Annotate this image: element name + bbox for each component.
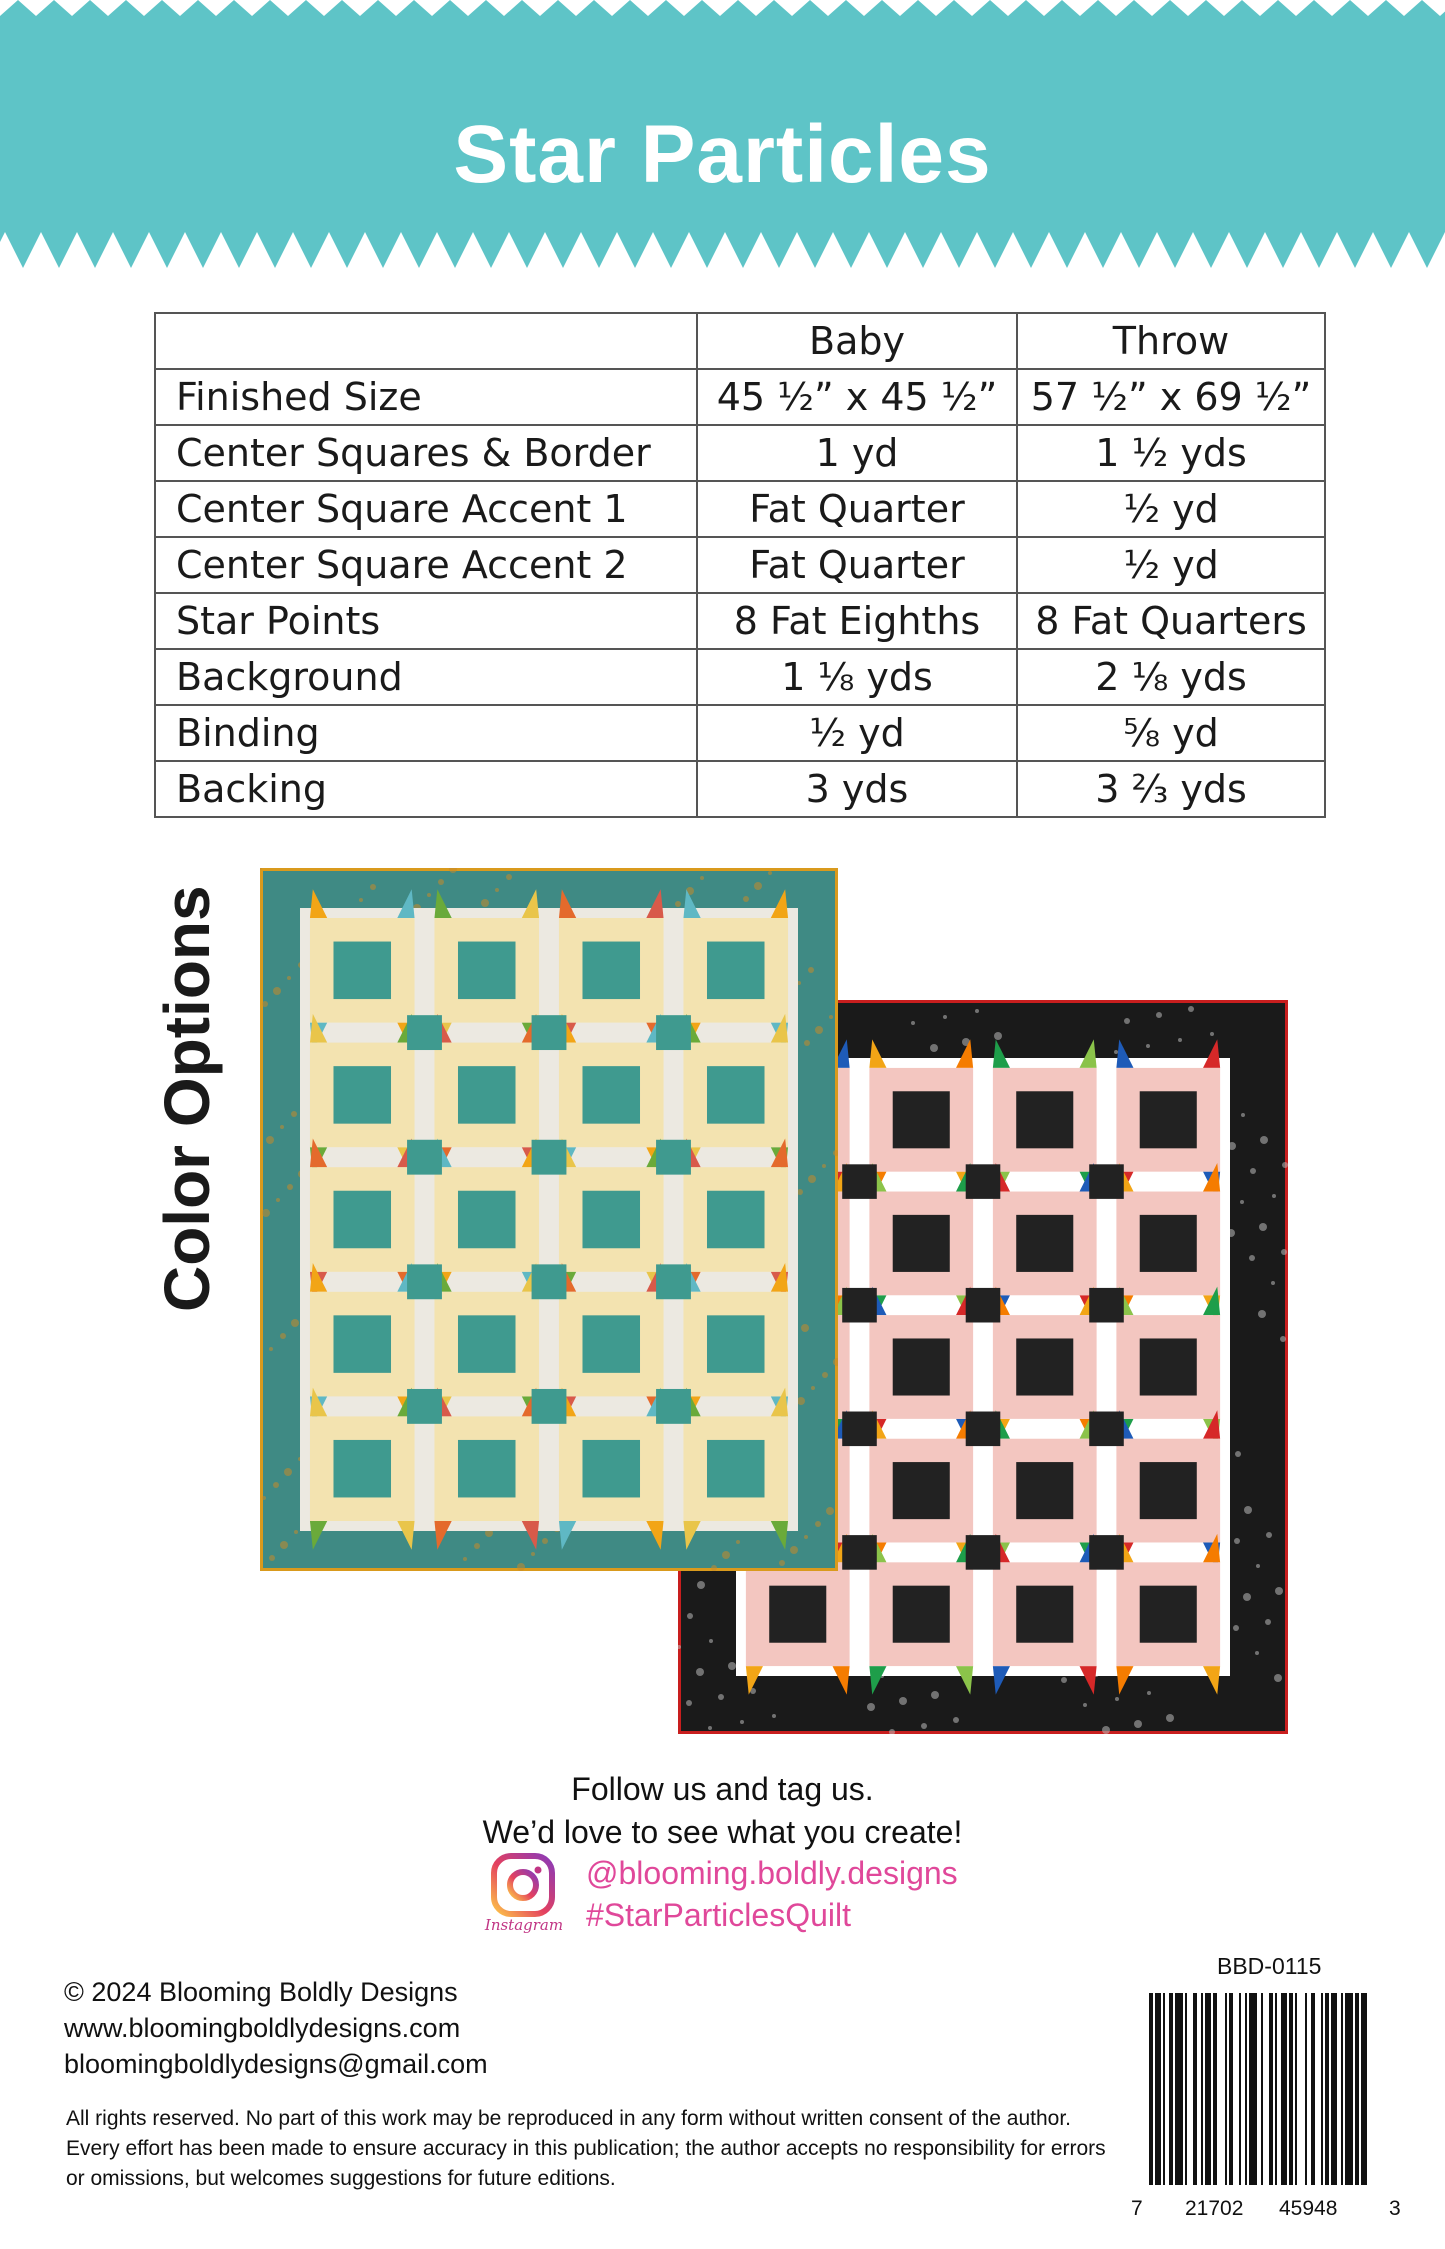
follow-section [0,1768,1445,1854]
table-header-baby: Baby [697,313,1017,369]
page-title: Star Particles [453,109,992,200]
barcode-digit: 7 [1131,2197,1143,2220]
hashtag-link[interactable]: #StarParticlesQuilt [586,1897,851,1933]
table-row [155,761,1325,817]
sku-code: BBD-0115 [1217,1953,1322,1979]
throw-value: ⅝ yd [1017,705,1325,761]
row-label: Center Squares & Border [155,425,697,481]
quilt-image-teal [260,868,838,1571]
throw-value: ½ yd [1017,537,1325,593]
row-label: Center Square Accent 1 [155,481,697,537]
table-row [155,481,1325,537]
table-row [155,649,1325,705]
throw-value: ½ yd [1017,481,1325,537]
follow-line-1: Follow us and tag us. [571,1771,874,1807]
table-header-blank [155,313,697,369]
throw-value: 57 ½” x 69 ½” [1017,369,1325,425]
barcode-bars [1149,1993,1367,2185]
throw-value: 1 ½ yds [1017,425,1325,481]
barcode-digit: 45948 [1279,2197,1338,2220]
table-row [155,425,1325,481]
barcode-digit: 3 [1389,2197,1401,2220]
legal-notice: All rights reserved. No part of this work may be reproduced in any form without written consent of the author. Every effort has been made to ensure accuracy in this publication; the author accepts no responsibility for errors or omissions, but welcomes suggestions for future editions. [66,2107,1106,2190]
instagram-icon [490,1852,556,1918]
instagram-handle-link[interactable]: @blooming.boldly.designs [586,1855,958,1891]
row-label: Binding [155,705,697,761]
website-link[interactable]: www.bloomingboldlydesigns.com [64,2013,461,2043]
table-row [155,369,1325,425]
follow-line-2: We’d love to see what you create! [482,1814,963,1850]
table-row [155,593,1325,649]
throw-value: 8 Fat Quarters [1017,593,1325,649]
baby-value: 8 Fat Eighths [697,593,1017,649]
table-header-throw: Throw [1017,313,1325,369]
baby-value: ½ yd [697,705,1017,761]
row-label: Backing [155,761,697,817]
email-link[interactable]: bloomingboldlydesigns@gmail.com [64,2049,488,2079]
table-header-row [155,313,1325,369]
table-row [155,537,1325,593]
copyright-block [64,1974,488,2082]
baby-value: 1 ⅛ yds [697,649,1017,705]
table-row [155,705,1325,761]
row-label: Background [155,649,697,705]
row-label: Center Square Accent 2 [155,537,697,593]
instagram-label: Instagram [484,1916,564,1934]
title-banner [0,0,1445,270]
copyright-text: © 2024 Blooming Boldly Designs [64,1977,458,2007]
yardage-table [154,312,1326,818]
baby-value: Fat Quarter [697,537,1017,593]
baby-value: Fat Quarter [697,481,1017,537]
throw-value: 2 ⅛ yds [1017,649,1325,705]
baby-value: 1 yd [697,425,1017,481]
barcode [1127,1989,1407,2221]
row-label: Finished Size [155,369,697,425]
color-options-label: Color Options [151,885,223,1312]
row-label: Star Points [155,593,697,649]
throw-value: 3 ⅔ yds [1017,761,1325,817]
baby-value: 3 yds [697,761,1017,817]
baby-value: 45 ½” x 45 ½” [697,369,1017,425]
barcode-digit: 21702 [1185,2197,1244,2220]
